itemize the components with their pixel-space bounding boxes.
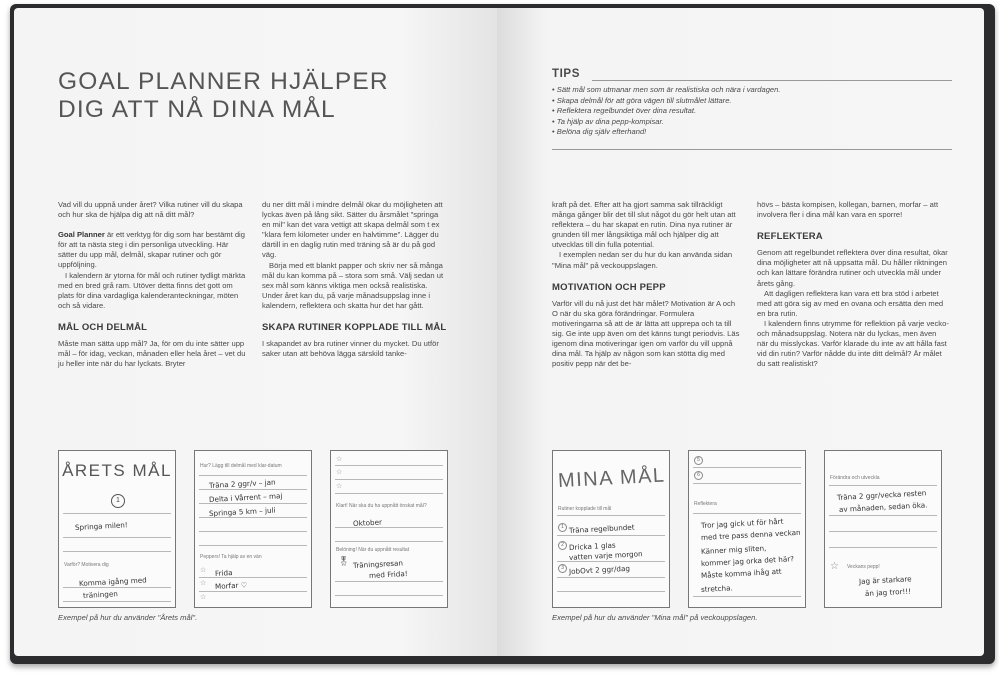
line: [63, 513, 171, 514]
medal-icon: 🎖: [338, 556, 350, 566]
star-icon: ☆: [830, 561, 839, 572]
handwriting: med tre pass denna veckan: [700, 527, 801, 542]
line: [335, 581, 443, 582]
page-heading: [58, 68, 389, 124]
left-caption: Exempel på hur du använder "Årets mål".: [58, 613, 198, 622]
line: [335, 493, 443, 494]
left-column-1: [58, 200, 246, 369]
heading-line-1: GOAL PLANNER HJÄLPER: [58, 68, 389, 95]
line: [63, 587, 171, 588]
thumbnail-subgoals: [194, 450, 312, 608]
line: [693, 513, 801, 514]
handwriting: Morfar ♡: [214, 580, 248, 591]
handwriting: stretcha.: [700, 583, 733, 594]
line: [335, 541, 443, 542]
handwriting: Träningsresan: [352, 558, 404, 570]
line: [199, 577, 307, 578]
goals-paragraph: Måste man sätta upp mål? Ja, för om du inte sätter upp mål – för idag, veckan, månaden eller hela året – vet du ju heller inte när du har lyckats. Bryter: [58, 339, 246, 369]
handwriting: Måste komma ihåg att: [700, 566, 782, 580]
right-column-1: [552, 200, 740, 369]
handwriting: Dricka 1 glas: [568, 540, 616, 552]
line: [557, 561, 665, 562]
handwriting: än jag tror!!!: [864, 586, 912, 598]
handwriting: med Frida!: [368, 568, 408, 580]
pepp-week-label: Veckans pepp!: [847, 564, 880, 570]
line: [199, 489, 307, 490]
handwriting: Jag är starkare: [858, 574, 912, 586]
item-number: 6: [694, 471, 703, 480]
line: [199, 503, 307, 504]
line: [557, 591, 665, 592]
thumbnail-reflektera: [688, 450, 806, 608]
line: [335, 527, 443, 528]
handwriting: Oktober: [352, 517, 383, 528]
handwriting: Springa 5 km – juli: [208, 505, 276, 518]
handwriting: av månaden, sedan öka.: [838, 500, 928, 514]
line: [199, 591, 307, 592]
arets-mal-title: ÅRETS MÅL: [62, 461, 172, 480]
line: [557, 577, 665, 578]
tips-title: TIPS: [552, 68, 580, 80]
line: [829, 515, 937, 516]
tip-item: • Ta hjälp av dina pepp-kompisar.: [552, 117, 780, 128]
line: [335, 595, 443, 596]
section-heading-motivation: MOTIVATION OCH PEPP: [552, 281, 666, 293]
motivation-label: Varför? Motivera dig: [64, 562, 109, 568]
tips-bottom-rule: [552, 149, 952, 150]
left-page: [14, 8, 497, 656]
handwriting: Delta i Vårrent – maj: [208, 491, 283, 504]
handwriting: Springa milen!: [74, 520, 128, 532]
thumbnail-mina-mal: [552, 450, 670, 608]
handwriting: Tror jag gick ut för hårt: [700, 516, 784, 530]
routines-paragraph: I skapandet av bra rutiner vinner du mycket. Du utför saker utan att behöva lägga särskild tanke-: [262, 339, 439, 359]
calendar-paragraph: I kalendern är ytorna för mål och rutiner tydligt märkta med en bred grå ram. Utöver detta finns det gott om plats för dina vardagliga kalenderanteckningar, möten och så vidare.: [58, 270, 246, 310]
star-icon: ☆: [200, 594, 207, 601]
line: [63, 551, 171, 552]
line: [335, 479, 443, 480]
line: [63, 601, 171, 602]
handwriting: kommer jag orka det här?: [700, 554, 795, 568]
done-label: Klart! När ska du ha uppnått önskat mål?: [336, 503, 427, 509]
subgoals-label: Hur? Lägg till delmål med klar-datum: [200, 463, 282, 469]
line: [335, 465, 443, 466]
tip-item: • Reflektera regelbundet över dina resultat.: [552, 106, 780, 117]
handwriting: Träna 2 ggr/vecka resten: [836, 488, 927, 502]
tips-list: [552, 85, 780, 138]
line: [557, 535, 665, 536]
handwriting: Frida: [214, 568, 233, 578]
reflect-paragraph: Genom att regelbundet reflektera över dina resultat, ökar dina möjligheter att nå uppsatta mål. Du håller riktningen och kan lättare förändra rutiner och utveckla mål under årets gång.: [757, 248, 948, 288]
routine-number: 1: [558, 523, 567, 532]
support-paragraph: hövs – bästa kompisen, kollegan, barnen, morfar – att involvera fler i dina mål kan vara en sporre!: [757, 200, 939, 220]
left-column-2: [262, 200, 448, 359]
handwriting: JobOvt 2 ggr/dag: [568, 563, 631, 576]
calendar-reflect-paragraph: I kalendern finns utrymme för reflektion på varje vecko- och månadsuppslag. Notera när du lyckas, men även när du misslyckas. Varför klarade du inte av att hålla fast vid din rutin? Varför nådde du inte ditt delmål? Är målet du satt realistiskt?: [757, 318, 949, 369]
line: [829, 531, 937, 532]
handwriting: träningen: [82, 589, 119, 600]
tips-rule: [592, 80, 952, 81]
routine-number: 3: [558, 564, 567, 573]
handwriting: vatten varje morgon: [568, 549, 643, 562]
thumbnail-arets-mal: [58, 450, 176, 608]
line: [557, 515, 665, 516]
line: [199, 517, 307, 518]
star-icon: ☆: [336, 483, 343, 490]
right-column-2: [757, 200, 949, 369]
thumbnail-forandra: [824, 450, 942, 608]
right-page: [497, 8, 984, 656]
line: [693, 596, 801, 597]
handwriting: Komma igång med: [78, 575, 147, 588]
routine-paragraph: kraft på det. Efter att ha gjort samma sak tillräckligt många gånger blir det till slut något du gör helt utan att reflektera – du har skapat en rutin. Dina nya rutiner är grunden till mer långsiktiga mål och hjälper dig att utvecklas till din fulla potential.: [552, 200, 736, 250]
daily-reflect-paragraph: Att dagligen reflektera kan vara ett bra stöd i arbetet med att göra sig av med en ovana och ersätta den med en bra rutin.: [757, 288, 944, 318]
star-icon: ☆: [200, 580, 207, 587]
line: [63, 537, 171, 538]
line: [829, 547, 937, 548]
thumbnail-reward: [330, 450, 448, 608]
star-icon: ☆: [336, 456, 343, 463]
mina-mal-title: MINA MÅL: [557, 464, 667, 493]
reflect-label: Reflektera: [694, 501, 717, 507]
motivation-paragraph: Varför vill du nå just det här målet? Motivation är A och O när du ska göra förändringar. Formulera motiveringarna så att de är lätta att upprepa och ta till sig. Ge inte upp även om det känns tungt periodvis. Läs igenom dina motiveringar igen om varför du vill uppnå dina mål. Ta hjälp av någon som kan stötta dig med positiv pepp när det be-: [552, 298, 740, 369]
tip-item: • Sätt mål som utmanar men som är realistiska och nära i vardagen.: [552, 85, 780, 96]
line: [199, 475, 307, 476]
reward-label: Belöning! När du uppnått resultat: [336, 547, 410, 553]
goal-planner-paragraph: [58, 230, 246, 270]
tip-item: • Skapa delmål för att göra vägen till slutmålet lättare.: [552, 96, 780, 107]
line: [829, 485, 937, 486]
line: [199, 531, 307, 532]
star-icon: ☆: [200, 567, 207, 574]
line: [693, 467, 801, 468]
pepp-label: Peppers! Ta hjälp av en vän: [200, 554, 262, 560]
handwriting: Träna regelbundet: [568, 522, 635, 535]
section-heading-reflect: REFLEKTERA: [757, 231, 823, 243]
section-heading-routines: SKAPA RUTINER KOPPLADE TILL MÅL: [262, 322, 447, 334]
heading-line-2: DIG ATT NÅ DINA MÅL: [58, 96, 336, 123]
line: [693, 483, 801, 484]
intro-paragraph: Vad vill du uppnå under året? Vilka rutiner vill du skapa och hur ska de hjälpa dig att nå ditt mål?: [58, 200, 243, 220]
right-caption: Exempel på hur du använder "Mina mål" på veckouppslagen.: [552, 613, 758, 622]
routines-label: Rutiner kopplade till mål: [558, 506, 612, 512]
blank-paper-paragraph: Börja med ett blankt papper och skriv ner så många mål du kan komma på – stora som små. Välj sedan ut sex mål som känns viktiga men också realistiska. Under året kan du, på varje månadsuppslag inne i kalendern, reflektera och skatta hur det har gått.: [262, 260, 444, 310]
routine-number: 2: [558, 541, 567, 550]
tip-item: • Belöna dig själv efterhand!: [552, 127, 780, 138]
subgoals-paragraph: du ner ditt mål i mindre delmål ökar du möjligheten att lyckas även på lång sikt. Sätter du årsmålet "springa en mil" kan det vara vettigt att skapa delmål som t ex "klara fem kilometer under en halvtimme". Lägger du därtill in en daglig rutin med träning så är du på god väg.: [262, 200, 443, 260]
change-label: Förändra och utveckla: [830, 475, 880, 481]
handwriting: Känner mig sliten,: [700, 543, 767, 556]
handwriting: Träna 2 ggr/v – jan: [208, 477, 276, 490]
star-icon: ☆: [336, 469, 343, 476]
goal-planner-bold: Goal Planner: [58, 230, 105, 240]
goal-planner-text: är ett verktyg för dig som har bestämt dig för att ta nästa steg i din personliga utveckling. Här sätter du upp mål, delmål, skapar rutiner och gör uppföljning.: [58, 230, 245, 270]
examples-paragraph: I exemplen nedan ser du hur du kan använda sidan "Mina mål" på veckouppslagen.: [552, 250, 733, 270]
section-heading-goals: MÅL OCH DELMÅL: [58, 321, 148, 333]
item-number: 5: [694, 456, 703, 465]
line: [199, 545, 307, 546]
goal-number-badge: 1: [111, 494, 125, 508]
